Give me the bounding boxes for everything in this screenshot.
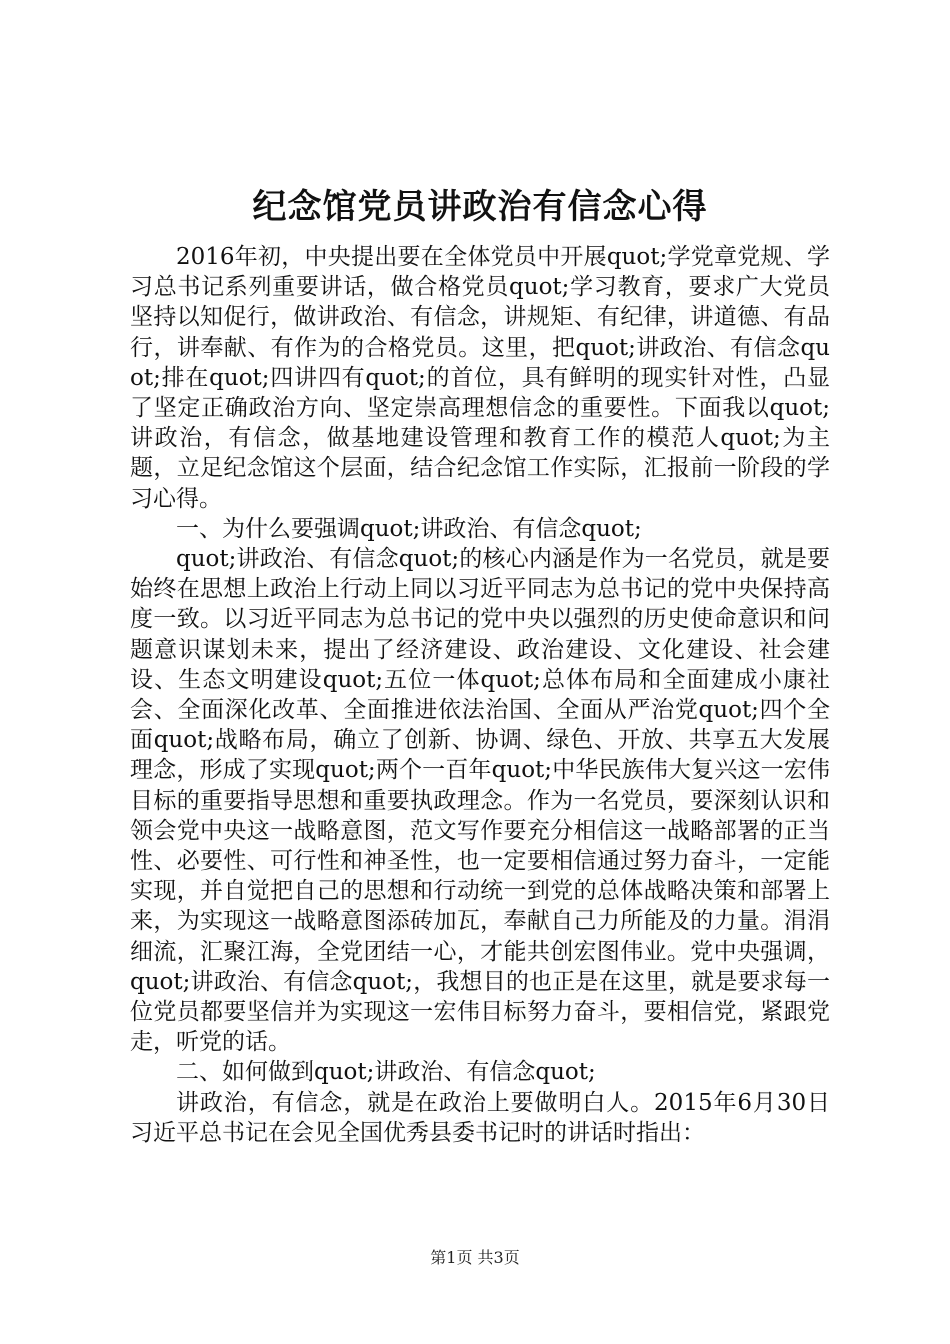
document-title: 纪念馆党员讲政治有信念心得 bbox=[252, 187, 708, 227]
section-heading-2: 二、如何做到quot;讲政治、有信念quot; bbox=[176, 1059, 596, 1086]
document-body bbox=[130, 242, 830, 1148]
paragraph-intro: 2016年初，中央提出要在全体党员中开展quot;学党章党规、学习总书记系列重要讲话，做合格党员quot;学习教育，要求广大党员坚持以知促行，做讲政治、有信念，讲规矩、有纪律，讲道德、有品行，讲奉献、有作为的合格党员。这里，把quot;讲政治、有信念quot;排在quot;四讲四有quot;的首位，具有鲜明的现实针对性，凸显了坚定正确政治方向、坚定崇高理想信念的重要性。下面我以quot;讲政治，有信念，做基地建设管理和教育工作的模范人quot;为主题，立足纪念馆这个层面，结合纪念馆工作实际，汇报前一阶段的学习心得。 bbox=[130, 244, 830, 512]
section-heading-1: 一、为什么要强调quot;讲政治、有信念quot; bbox=[176, 515, 642, 542]
paragraph-section-2: 讲政治，有信念，就是在政治上要做明白人。2015年6月30日习近平总书记在会见全国优秀县委书记时的讲话时指出： bbox=[130, 1089, 830, 1146]
page-footer: 第1页 共3页 bbox=[430, 1248, 520, 1267]
paragraph-section-1: quot;讲政治、有信念quot;的核心内涵是作为一名党员，就是要始终在思想上政治上行动上同以习近平同志为总书记的党中央保持高度一致。以习近平同志为总书记的党中央以强烈的历史使命意识和问题意识谋划未来，提出了经济建设、政治建设、文化建设、社会建设、生态文明建设quot;五位一体quot;总体布局和全面建成小康社会、全面深化改革、全面推进依法治国、全面从严治党quot;四个全面quot;战略布局，确立了创新、协调、绿色、开放、共享五大发展理念，形成了实现quot;两个一百年quot;中华民族伟大复兴这一宏伟目标的重要指导思想和重要执政理念。作为一名党员，要深刻认识和领会党中央这一战略意图，范文写作要充分相信这一战略部署的正当性、必要性、可行性和神圣性，也一定要相信通过努力奋斗，一定能实现，并自觉把自己的思想和行动统一到党的总体战略决策和部署上来，为实现这一战略意图添砖加瓦，奉献自己力所能及的力量。涓涓细流，汇聚江海，全党团结一心，才能共创宏图伟业。党中央强调，quot;讲政治、有信念quot;，我想目的也正是在这里，就是要求每一位党员都要坚信并为实现这一宏伟目标努力奋斗，要相信党，紧跟党走，听党的话。 bbox=[130, 546, 830, 1056]
document-page bbox=[130, 180, 830, 1148]
